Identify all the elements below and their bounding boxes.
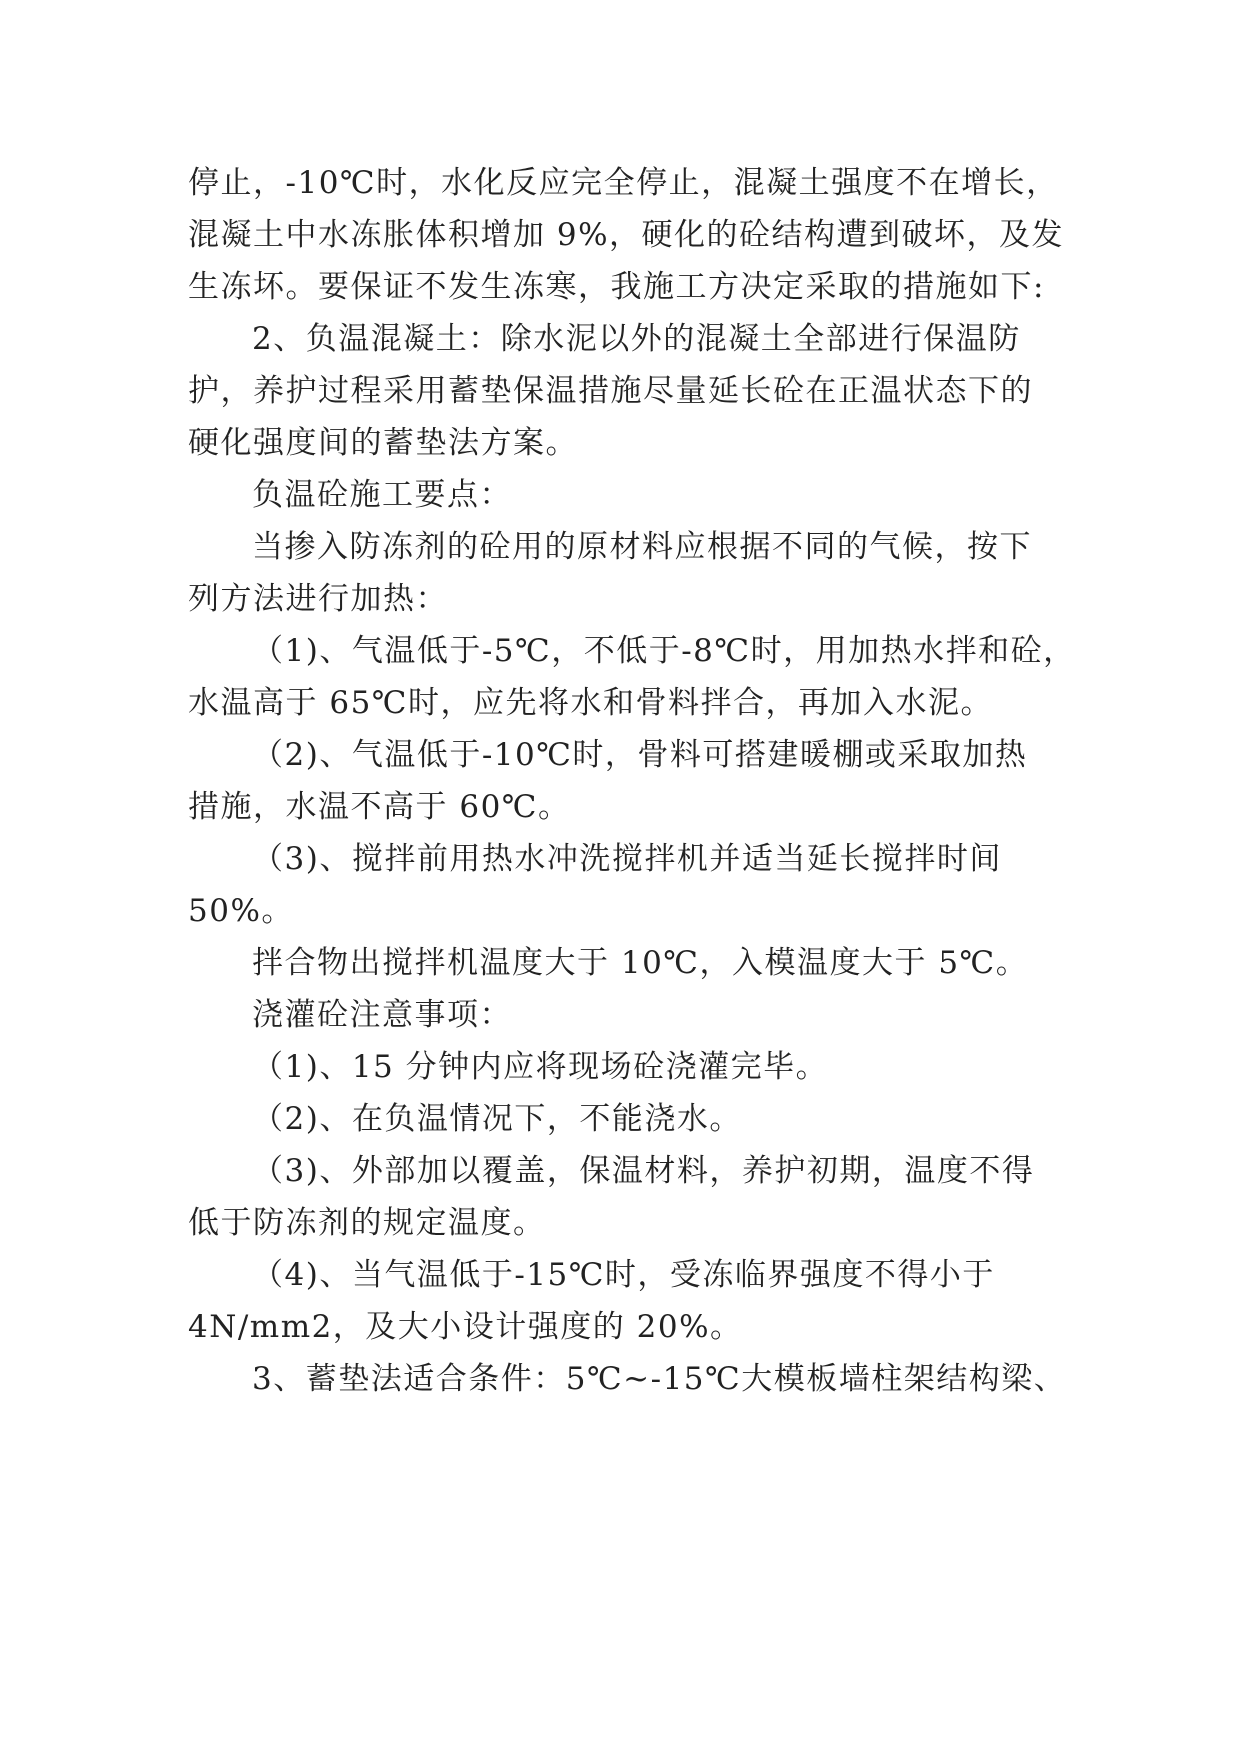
text-line: 生冻坏。要保证不发生冻寒，我施工方决定采取的措施如下:	[188, 269, 1045, 305]
text-line: 停止，-10℃时，水化反应完全停止，混凝土强度不在增长，	[188, 165, 1059, 201]
text-line: 混凝土中水冻胀体积增加 9%，硬化的砼结构遭到破坏，及发	[188, 217, 1065, 253]
text-line: （4)、当气温低于-15℃时，受冻临界强度不得小于	[252, 1257, 995, 1293]
text-line: （1)、气温低于-5℃，不低于-8℃时，用加热水拌和砼，	[252, 633, 1076, 669]
text-line: （3)、外部加以覆盖，保温材料，养护初期，温度不得	[252, 1153, 1035, 1189]
text-line: （1)、15 分钟内应将现场砼浇灌完毕。	[252, 1049, 829, 1085]
text-line: 当掺入防冻剂的砼用的原材料应根据不同的气候，按下	[252, 529, 1032, 565]
text-line: 硬化强度间的蓄垫法方案。	[188, 425, 578, 461]
text-line: 水温高于 65℃时，应先将水和骨料拌合，再加入水泥。	[188, 685, 993, 721]
text-line: 列方法进行加热：	[188, 581, 448, 617]
text-line: 拌合物出搅拌机温度大于 10℃，入模温度大于 5℃。	[252, 945, 1029, 981]
text-line: 负温砼施工要点：	[252, 477, 512, 513]
text-line: 3、蓄垫法适合条件：5℃~-15℃大模板墙柱架结构梁、	[252, 1361, 1067, 1397]
text-line: 4N/mm2，及大小设计强度的 20%。	[188, 1309, 743, 1345]
text-line: 2、负温混凝土：除水泥以外的混凝土全部进行保温防	[252, 321, 1021, 357]
text-line: 低于防冻剂的规定温度。	[188, 1205, 546, 1241]
text-line: （3)、搅拌前用热水冲洗搅拌机并适当延长搅拌时间	[252, 841, 1002, 877]
text-line: （2)、在负温情况下，不能浇水。	[252, 1101, 742, 1137]
text-line: （2)、气温低于-10℃时，骨料可搭建暖棚或采取加热	[252, 737, 1028, 773]
text-line: 措施，水温不高于 60℃。	[188, 789, 571, 825]
text-line: 浇灌砼注意事项：	[252, 997, 512, 1033]
text-line: 护，养护过程采用蓄垫保温措施尽量延长砼在正温状态下的	[188, 373, 1033, 409]
text-line: 50%。	[188, 893, 294, 929]
